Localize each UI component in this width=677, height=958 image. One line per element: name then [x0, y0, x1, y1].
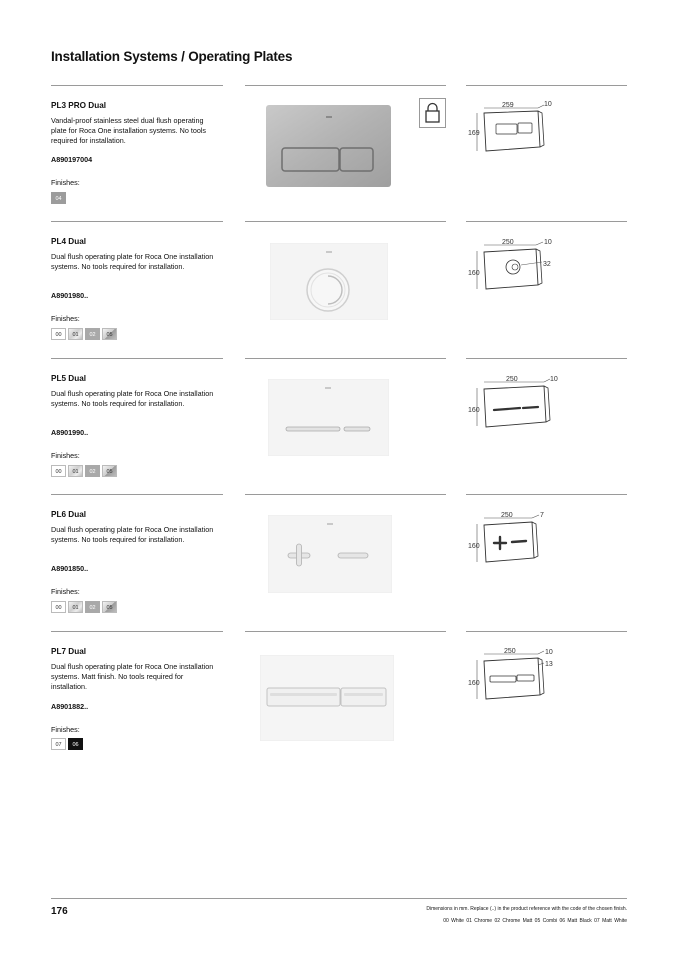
section-divider [51, 494, 223, 495]
page-title: Installation Systems / Operating Plates [51, 49, 293, 64]
section-divider [466, 358, 627, 359]
footer-divider [51, 898, 627, 899]
section-divider [51, 631, 223, 632]
section-divider [245, 494, 446, 495]
plate [268, 379, 389, 456]
product-description: Dual flush operating plate for Roca One installation systems. No tools required for installation. [51, 389, 214, 408]
product-code: A8901980.. [51, 291, 89, 300]
section-divider [245, 358, 446, 359]
product-photo [270, 243, 388, 320]
footer-footnote: Dimensions in mm. Replace (..) in the product reference with the code of the chosen finish. [426, 906, 627, 912]
vandal-proof-lock-badge [419, 98, 446, 128]
product-description: Dual flush operating plate for Roca One installation systems. Matt finish. No tools required for installation. [51, 662, 214, 691]
finish-swatch[interactable]: 00 [51, 328, 66, 340]
finish-swatches [51, 601, 117, 613]
section-divider [466, 494, 627, 495]
flush-button-full [286, 427, 340, 431]
finish-code-legend: 00 White 01 Chrome 02 Chrome Matt 05 Combi 06 Matt Black 07 Matt White [443, 918, 627, 924]
flush-button-full [267, 688, 340, 706]
finishes-label: Finishes: [51, 451, 80, 460]
logo-mark [326, 116, 332, 118]
dim-width: 250 [506, 376, 518, 383]
dim-button: 32 [543, 261, 551, 268]
flush-button-half [341, 688, 386, 706]
dimension-drawing [466, 374, 576, 434]
product-pl7-dual [0, 631, 677, 768]
finish-swatch[interactable]: 02 [85, 601, 100, 613]
finish-swatch[interactable]: 02 [85, 465, 100, 477]
finish-swatches [51, 465, 117, 477]
product-pl3-pro-dual [0, 85, 677, 222]
finish-swatch[interactable]: 04 [51, 192, 66, 204]
finish-swatch[interactable]: 01 [68, 465, 83, 477]
section-divider [51, 85, 223, 86]
product-pl6-dual [0, 494, 677, 631]
product-description: Vandal-proof stainless steel dual flush operating plate for Roca One installation systems. No tools required for installation. [51, 116, 207, 145]
finish-swatch[interactable]: 00 [51, 601, 66, 613]
dimension-drawing [466, 237, 576, 297]
section-divider [245, 221, 446, 222]
dim-height: 160 [468, 680, 480, 687]
finishes-label: Finishes: [51, 178, 80, 187]
finish-swatch[interactable]: 01 [68, 328, 83, 340]
section-divider [51, 358, 223, 359]
dim-height: 160 [468, 543, 480, 550]
section-divider [466, 221, 627, 222]
product-photo [268, 515, 392, 593]
finish-swatches [51, 738, 83, 750]
dimension-drawing [466, 510, 576, 570]
dim-depth: 10 [544, 101, 552, 108]
product-code: A8901850.. [51, 564, 89, 573]
dim-depth: 10 [545, 649, 553, 656]
finish-swatch[interactable]: 05 [102, 601, 117, 613]
section-divider [466, 631, 627, 632]
product-name: PL4 Dual [51, 237, 87, 246]
dim-depth: 10 [544, 239, 552, 246]
flush-button-ring [307, 269, 349, 311]
plate [268, 515, 392, 593]
finish-swatch[interactable]: 00 [51, 465, 66, 477]
product-name: PL6 Dual [51, 510, 87, 519]
lock-icon [420, 99, 445, 127]
finishes-label: Finishes: [51, 314, 80, 323]
finish-swatches [51, 192, 66, 204]
finish-swatches [51, 328, 117, 340]
section-divider [245, 631, 446, 632]
logo-mark [325, 387, 331, 389]
product-description: Dual flush operating plate for Roca One installation systems. No tools required for installation. [51, 252, 214, 271]
finish-swatch[interactable]: 06 [68, 738, 83, 750]
product-pl4-dual [0, 221, 677, 358]
product-code: A8901990.. [51, 428, 89, 437]
finishes-label: Finishes: [51, 725, 80, 734]
product-code: A8901882.. [51, 702, 89, 711]
finishes-label: Finishes: [51, 587, 80, 596]
dimension-drawing [466, 99, 576, 157]
product-photo [260, 655, 394, 741]
product-code: A890197004 [51, 155, 93, 164]
dim-depth: 10 [550, 376, 558, 383]
logo-mark [326, 251, 332, 253]
product-pl5-dual [0, 358, 677, 495]
dim-width: 250 [501, 512, 513, 519]
flush-button-half [344, 427, 370, 431]
product-name: PL7 Dual [51, 647, 87, 656]
page-number: 176 [51, 906, 68, 917]
logo-mark [327, 523, 333, 525]
dimension-drawing [466, 645, 576, 707]
section-divider [245, 85, 446, 86]
product-photo [268, 379, 389, 456]
product-description: Dual flush operating plate for Roca One installation systems. No tools required for installation. [51, 525, 214, 544]
dim-height: 160 [468, 407, 480, 414]
flush-button-minus [338, 553, 368, 558]
dim-depth: 7 [540, 512, 544, 519]
product-name: PL3 PRO Dual [51, 101, 107, 110]
finish-swatch[interactable]: 01 [68, 601, 83, 613]
dim-width: 259 [502, 102, 514, 109]
section-divider [466, 85, 627, 86]
product-photo [266, 105, 391, 187]
finish-swatch[interactable]: 07 [51, 738, 66, 750]
dim-width: 250 [502, 239, 514, 246]
product-name: PL5 Dual [51, 374, 87, 383]
dim-height: 169 [468, 130, 480, 137]
dim-height: 160 [468, 270, 480, 277]
section-divider [51, 221, 223, 222]
finish-swatch[interactable]: 02 [85, 328, 100, 340]
finish-swatch[interactable]: 05 [102, 465, 117, 477]
finish-swatch[interactable]: 05 [102, 328, 117, 340]
dim-button-depth: 13 [545, 661, 553, 668]
dim-width: 250 [504, 648, 516, 655]
